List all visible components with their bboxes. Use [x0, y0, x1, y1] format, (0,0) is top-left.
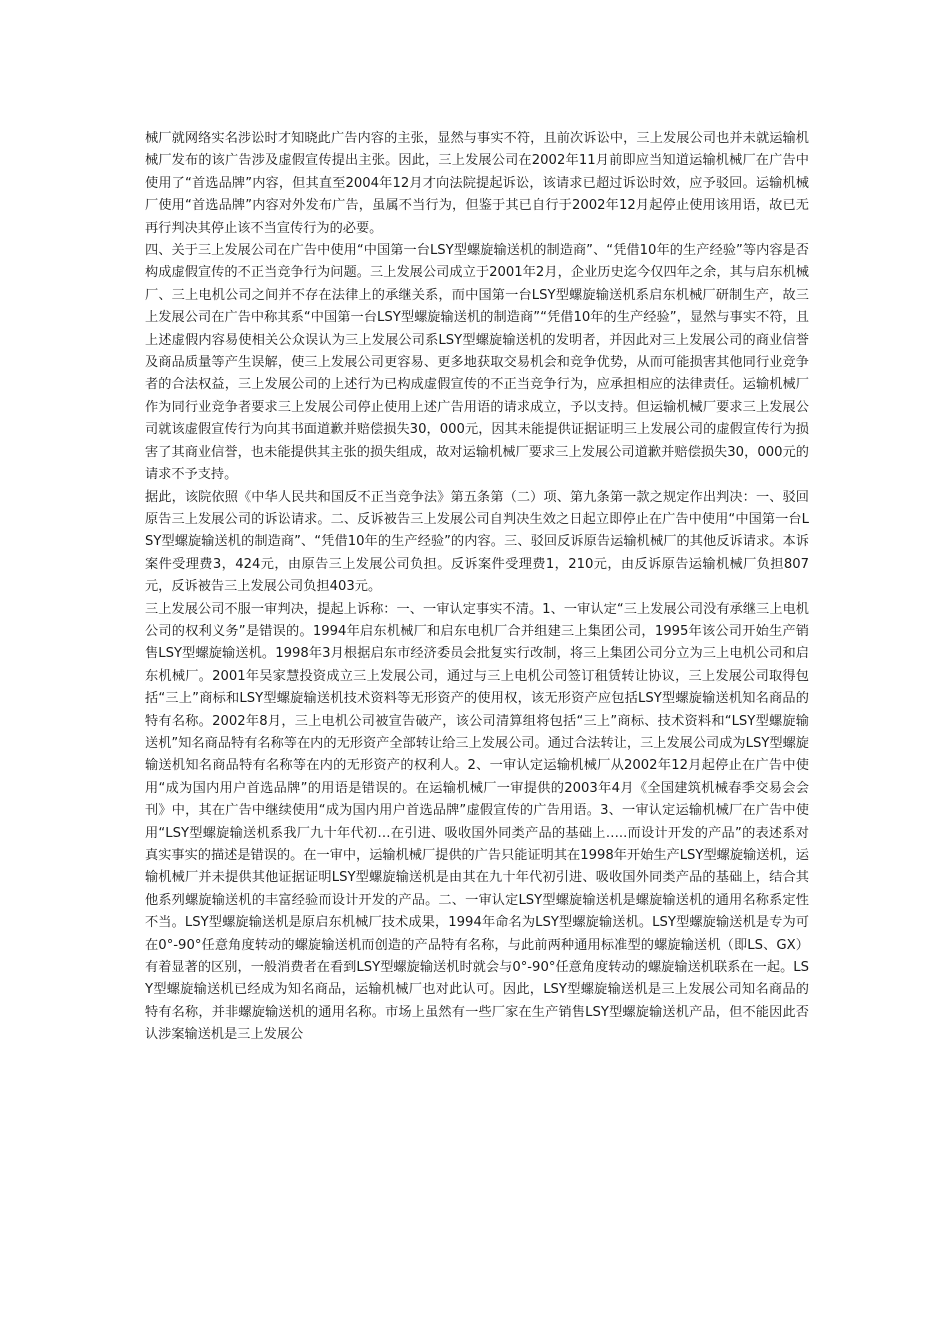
- document-page: [145, 128, 809, 1047]
- paragraph-3: 据此，该院依照《中华人民共和国反不正当竞争法》第五条第（二）项、第九条第一款之规定作出判决：一、驳回原告三上发展公司的诉讼请求。二、反诉被告三上发展公司自判决生效之日起立即停止在广告中使用“中国第一台LSY型螺旋输送机的制造商”、“凭借10年的生产经验”的内容。三、驳回反诉原告运输机械厂的其他反诉请求。本诉案件受理费3，424元，由原告三上发展公司负担。反诉案件受理费1，210元，由反诉原告运输机械厂负担807元，反诉被告三上发展公司负担403元。: [145, 489, 809, 595]
- paragraph-1: 械厂就网络实名涉讼时才知晓此广告内容的主张，显然与事实不符，且前次诉讼中，三上发展公司也并未就运输机械厂发布的该广告涉及虚假宣传提出主张。因此，三上发展公司在2002年11月前即应当知道运输机械厂在广告中使用了“首选品牌”内容，但其直至2004年12月才向法院提起诉讼，该请求已超过诉讼时效，应予驳回。运输机械厂使用“首选品牌”内容对外发布广告，虽属不当行为，但鉴于其已自行于2002年12月起停止使用该用语，故已无再行判决其停止该不当宣传行为的必要。: [145, 131, 809, 236]
- paragraph-2: 四、关于三上发展公司在广告中使用“中国第一台LSY型螺旋输送机的制造商”、“凭借10年的生产经验”等内容是否构成虚假宣传的不正当竞争行为问题。三上发展公司成立于2001年2月，企业历史迄今仅四年之余，其与启东机械厂、三上电机公司之间并不存在法律上的承继关系，而中国第一台LSY型螺旋输送机系启东机械厂研制生产，故三上发展公司在广告中称其系“中国第一台LSY型螺旋输送机的制造商”“凭借10年的生产经验”，显然与事实不符，且上述虚假内容易使相关公众误认为三上发展公司系LSY型螺旋输送机的发明者，并因此对三上发展公司的商业信誉及商品质量等产生误解，使三上发展公司更容易、更多地获取交易机会和竞争优势，从而可能损害其他同行业竞争者的合法权益，三上发展公司的上述行为已构成虚假宣传的不正当竞争行为，应承担相应的法律责任。运输机械厂作为同行业竞争者要求三上发展公司停止使用上述广告用语的请求成立，予以支持。但运输机械厂要求三上发展公司就该虚假宣传行为向其书面道歉并赔偿损失30，000元，因其未能提供证据证明三上发展公司的虚假宣传行为损害了其商业信誉，也未能提供其主张的损失组成，故对运输机械厂要求三上发展公司道歉并赔偿损失30，000元的请求不予支持。: [145, 243, 809, 483]
- paragraph-4: 三上发展公司不服一审判决，提起上诉称：一、一审认定事实不清。1、一审认定“三上发展公司没有承继三上电机公司的权利义务”是错误的。1994年启东机械厂和启东电机厂合并组建三上集团公司，1995年该公司开始生产销售LSY型螺旋输送机。1998年3月根据启东市经济委员会批复实行改制，将三上集团公司分立为三上电机公司和启东机械厂。2001年吴家慧投资成立三上发展公司，通过与三上电机公司签订租赁转让协议，三上发展公司取得包括“三上”商标和LSY型螺旋输送机技术资料等无形资产的使用权，该无形资产应包括LSY型螺旋输送机知名商品的特有名称。2002年8月，三上电机公司被宣告破产，该公司清算组将包括“三上”商标、技术资料和“LSY型螺旋输送机”知名商品特有名称等在内的无形资产全部转让给三上发展公司。通过合法转让，三上发展公司成为LSY型螺旋输送机知名商品特有名称等在内的无形资产的权利人。2、一审认定运输机械厂从2002年12月起停止在广告中使用“成为国内用户首选品牌”的用语是错误的。在运输机械厂一审提供的2003年4月《全国建筑机械春季交易会会刊》中，其在广告中继续使用“成为国内用户首选品牌”虚假宣传的广告用语。3、一审认定运输机械厂在广告中使用“LSY型螺旋输送机系我厂九十年代初…在引进、吸收国外同类产品的基础上…..而设计开发的产品”的表述系对真实事实的描述是错误的。在一审中，运输机械厂提供的广告只能证明其在1998年开始生产LSY型螺旋输送机，运输机械厂并未提供其他证据证明LSY型螺旋输送机是由其在九十年代初引进、吸收国外同类产品的基础上，结合其他系列螺旋输送机的丰富经验而设计开发的产品。二、一审认定LSY型螺旋输送机是螺旋输送机的通用名称系定性不当。LSY型螺旋输送机是原启东机械厂技术成果，1994年命名为LSY型螺旋输送机。LSY型螺旋输送机是专为可在0°-90°任意角度转动的螺旋输送机而创造的产品特有名称，与此前两种通用标准型的螺旋输送机（即LS、GX）有着显著的区别，一般消费者在看到LSY型螺旋输送机时就会与0°-90°任意角度转动的螺旋输送机联系在一起。LSY型螺旋输送机已经成为知名商品，运输机械厂也对此认可。因此，LSY型螺旋输送机是三上发展公司知名商品的特有名称，并非螺旋输送机的通用名称。市场上虽然有一些厂家在生产销售LSY型螺旋输送机产品，但不能因此否认涉案输送机是三上发展公: [145, 601, 809, 1043]
